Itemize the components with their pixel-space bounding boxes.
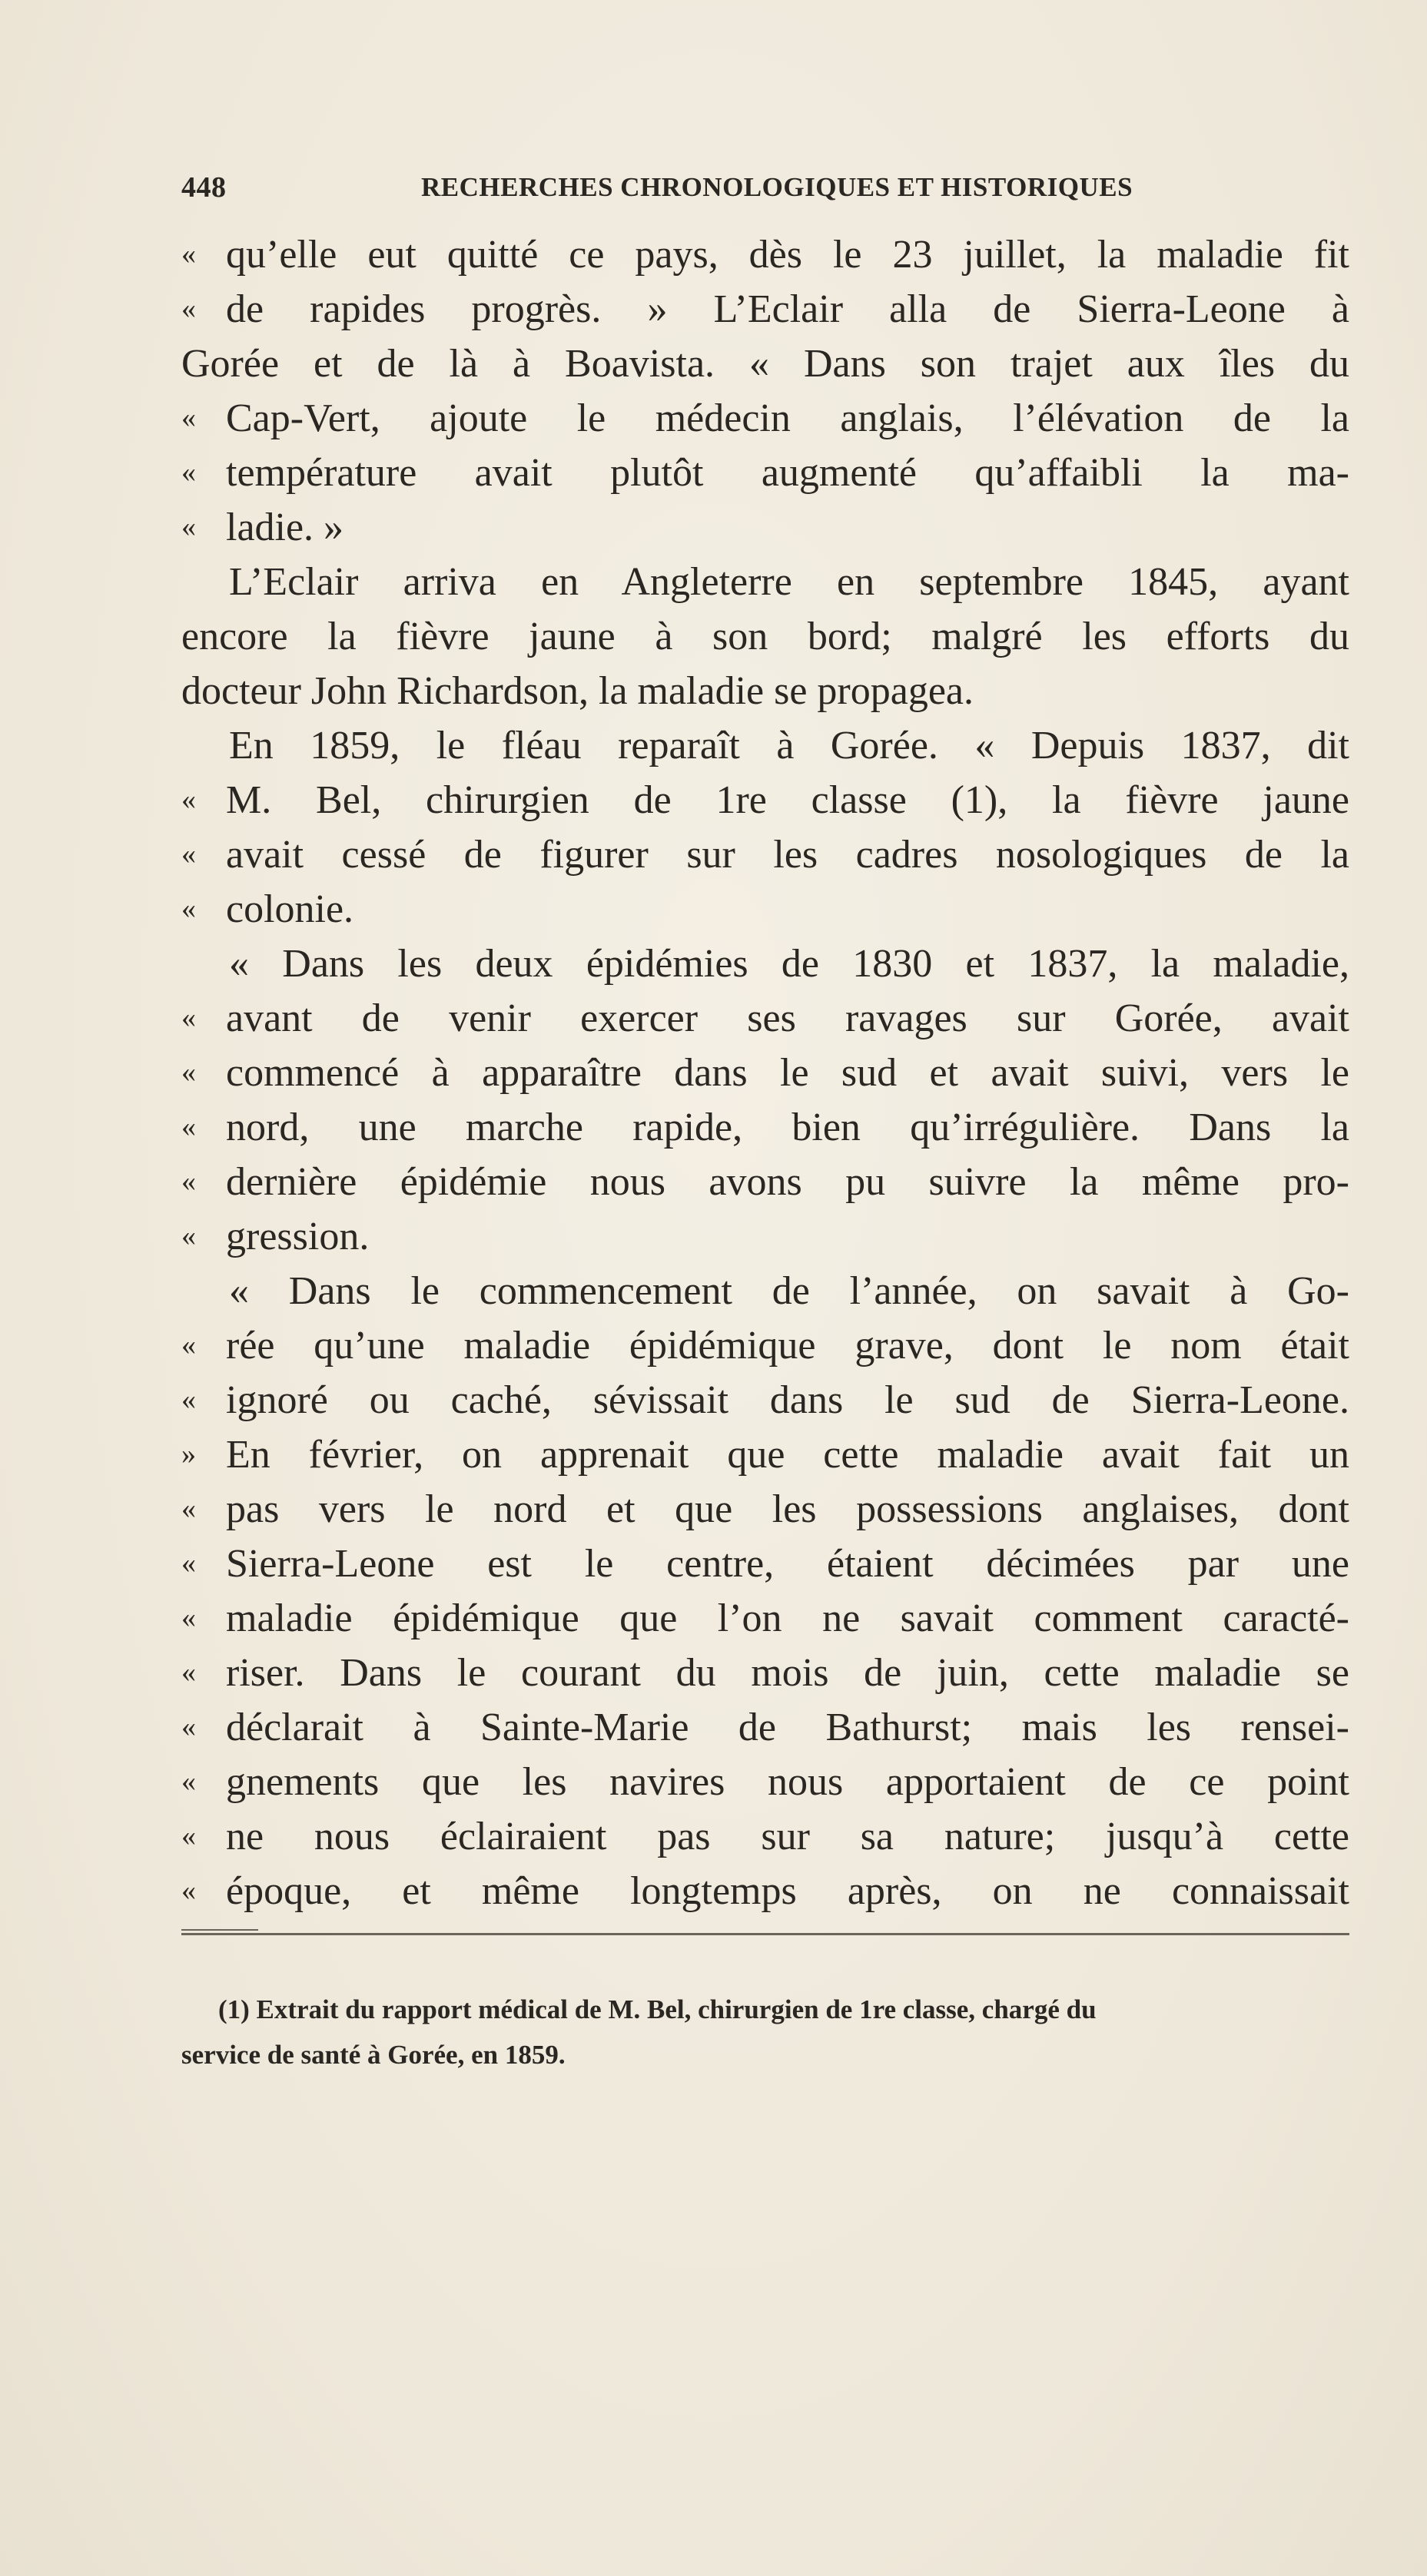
body-text xyxy=(181,227,1349,1918)
quote-mark: « xyxy=(181,1111,196,1143)
text-line xyxy=(181,1155,1349,1209)
running-head xyxy=(181,171,1349,209)
line-text: docteur John Richardson, la maladie se propagea. xyxy=(181,669,974,713)
quote-mark: « xyxy=(181,402,196,434)
text-line xyxy=(181,500,1349,555)
line-text: ignoré ou caché, sévissait dans le sud de Sierra-Leone. xyxy=(226,1378,1349,1422)
line-text: M. Bel, chirurgien de 1re classe (1), la fièvre jaune xyxy=(226,778,1349,822)
footnote-line: (1) Extrait du rapport médical de M. Bel, chirurgien de 1re classe, chargé du xyxy=(218,1994,1097,2024)
line-text: avait cessé de figurer sur les cadres nosologiques de la xyxy=(226,833,1349,877)
text-line xyxy=(181,1864,1349,1918)
footnote-rule-short xyxy=(181,1929,258,1931)
line-text: encore la fièvre jaune à son bord; malgré les efforts du xyxy=(181,615,1349,658)
line-text: ne nous éclairaient pas sur sa nature; jusqu’à cette xyxy=(226,1815,1349,1858)
quote-mark: « xyxy=(181,893,196,925)
quote-mark: » xyxy=(181,1438,196,1470)
line-text: qu’elle eut quitté ce pays, dès le 23 juillet, la maladie fit xyxy=(226,233,1349,277)
line-text: maladie épidémique que l’on ne savait comment caracté- xyxy=(226,1596,1349,1640)
line-text: avant de venir exercer ses ravages sur Gorée, avait xyxy=(226,996,1349,1040)
line-text: L’Eclair arriva en Angleterre en septembre 1845, ayant xyxy=(229,560,1349,604)
line-text: Gorée et de là à Boavista. « Dans son trajet aux îles du xyxy=(181,342,1349,386)
quote-mark: « xyxy=(181,456,196,489)
text-line xyxy=(181,937,1349,991)
running-title: RECHERCHES CHRONOLOGIQUES ET HISTORIQUES xyxy=(421,172,1133,202)
text-line xyxy=(181,1700,1349,1755)
text-line xyxy=(181,1209,1349,1264)
quote-mark: « xyxy=(181,293,196,325)
line-text: Sierra-Leone est le centre, étaient décimées par une xyxy=(226,1542,1349,1586)
text-line xyxy=(181,1755,1349,1809)
text-line xyxy=(181,827,1349,882)
quote-mark: « xyxy=(181,511,196,543)
line-text: nord, une marche rapide, bien qu’irrégulière. Dans la xyxy=(226,1106,1349,1149)
text-line xyxy=(181,1046,1349,1100)
text-line xyxy=(181,1537,1349,1591)
text-line xyxy=(181,609,1349,664)
text-line xyxy=(181,773,1349,827)
text-line xyxy=(181,1318,1349,1373)
quote-mark: « xyxy=(181,1002,196,1034)
footnote xyxy=(181,1987,1349,2077)
text-line xyxy=(181,1809,1349,1864)
text-line xyxy=(181,391,1349,446)
text-line xyxy=(181,1427,1349,1482)
line-text: « Dans les deux épidémies de 1830 et 1837, la maladie, xyxy=(229,942,1349,986)
line-text: En 1859, le fléau reparaît à Gorée. « Depuis 1837, dit xyxy=(229,724,1349,767)
text-line xyxy=(181,1100,1349,1155)
text-line xyxy=(181,882,1349,937)
line-text: de rapides progrès. » L’Eclair alla de Sierra-Leone à xyxy=(226,287,1349,331)
footnote-divider xyxy=(181,1933,1349,1935)
quote-mark: « xyxy=(181,1329,196,1361)
quote-mark: « xyxy=(181,1656,196,1689)
line-text: riser. Dans le courant du mois de juin, cette maladie se xyxy=(226,1651,1349,1695)
line-text: gnements que les navires nous apportaient de ce point xyxy=(226,1760,1349,1804)
quote-mark: « xyxy=(181,784,196,816)
text-line xyxy=(181,1264,1349,1318)
text-line xyxy=(181,555,1349,609)
text-line xyxy=(181,337,1349,391)
quote-mark: « xyxy=(181,1820,196,1852)
text-line xyxy=(181,991,1349,1046)
line-text: déclarait à Sainte-Marie de Bathurst; mais les rensei- xyxy=(226,1706,1349,1749)
text-line xyxy=(181,718,1349,773)
line-text: En février, on apprenait que cette maladie avait fait un xyxy=(226,1433,1349,1477)
footnote-line: service de santé à Gorée, en 1859. xyxy=(181,2040,566,2070)
line-text: ladie. » xyxy=(226,506,344,549)
quote-mark: « xyxy=(181,1711,196,1743)
line-text: dernière épidémie nous avons pu suivre la même pro- xyxy=(226,1160,1349,1204)
quote-mark: « xyxy=(181,1384,196,1416)
text-line xyxy=(181,1646,1349,1700)
line-text: époque, et même longtemps après, on ne connaissait xyxy=(226,1869,1349,1913)
quote-mark: « xyxy=(181,1765,196,1798)
quote-mark: « xyxy=(181,1165,196,1198)
quote-mark: « xyxy=(181,1602,196,1634)
quote-mark: « xyxy=(181,1220,196,1252)
text-line xyxy=(181,227,1349,282)
text-line xyxy=(181,1591,1349,1646)
line-text: pas vers le nord et que les possessions anglaises, dont xyxy=(226,1487,1349,1531)
line-text: colonie. xyxy=(226,887,354,931)
text-line xyxy=(181,282,1349,337)
quote-mark: « xyxy=(181,1056,196,1089)
line-text: commencé à apparaître dans le sud et avait suivi, vers le xyxy=(226,1051,1349,1095)
text-line xyxy=(181,1373,1349,1427)
line-text: gression. xyxy=(226,1215,370,1258)
quote-mark: « xyxy=(181,1493,196,1525)
quote-mark: « xyxy=(181,1547,196,1580)
text-line xyxy=(181,446,1349,500)
line-text: rée qu’une maladie épidémique grave, dont le nom était xyxy=(226,1324,1349,1368)
line-text: « Dans le commencement de l’année, on savait à Go- xyxy=(229,1269,1349,1313)
text-line xyxy=(181,664,1349,718)
line-text: Cap-Vert, ajoute le médecin anglais, l’élévation de la xyxy=(226,396,1349,440)
quote-mark: « xyxy=(181,238,196,270)
quote-mark: « xyxy=(181,838,196,870)
page-number: 448 xyxy=(181,171,227,204)
quote-mark: « xyxy=(181,1875,196,1907)
text-line xyxy=(181,1482,1349,1537)
line-text: température avait plutôt augmenté qu’affaibli la ma- xyxy=(226,451,1349,495)
